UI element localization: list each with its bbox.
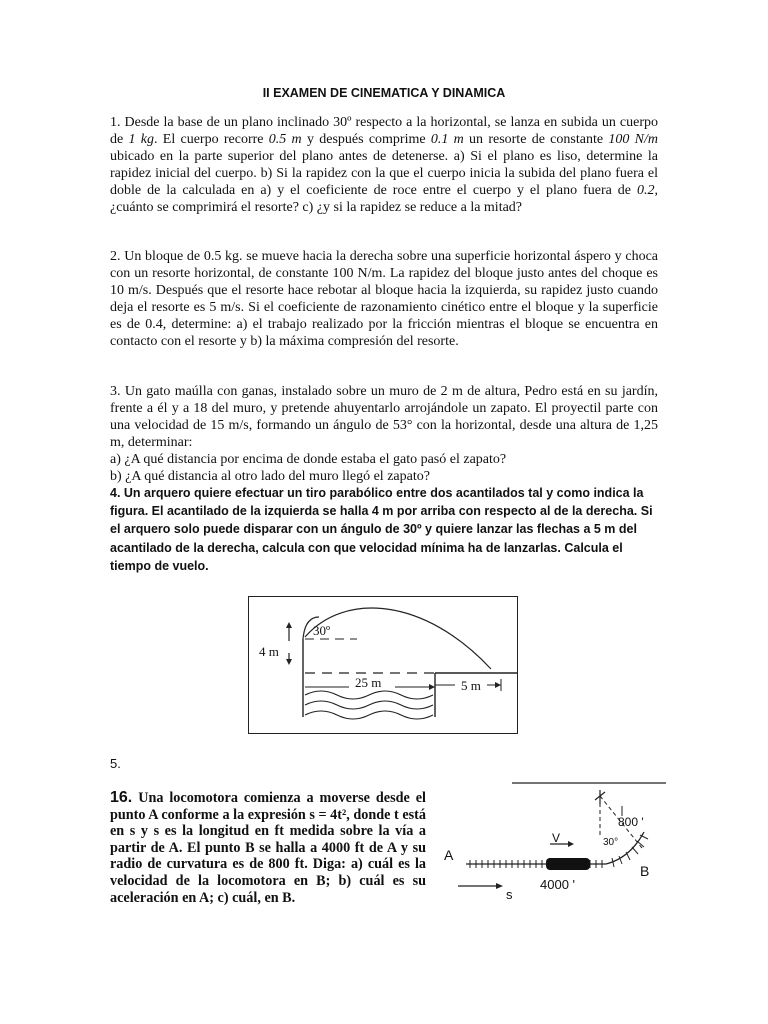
problem-3-a: a) ¿A qué distancia por encima de donde estaba el gato pasó el zapato? — [110, 452, 507, 468]
problem-1: 1. Desde la base de un plano inclinado 30º respecto a la horizontal, se lanza en subida un cuerpo de 1 kg. El cuerpo recorre 0.5 m y después comprime 0.1 m un resorte de constante 100 N/m ubicado en la parte superior del plano antes de detenerse. a) Si el plano es liso, determine la rapidez inicial del cuerpo. b) Si la rapidez con la que el cuerpo inicia la subida del plano fuera el doble de la calculada en a) y el coeficiente de roce entre el cuerpo y el plano fuera de 0.2, ¿cuánto se comprimirá el resorte? c) ¿y si la rapidez se reduce a la mitad? — [110, 115, 658, 216]
angle-label: 30º — [313, 623, 331, 638]
exam-title: II EXAMEN DE CINEMATICA Y DINAMICA — [262, 86, 506, 100]
point-a-label: A — [444, 847, 454, 863]
distance-label: 4000 ' — [540, 877, 576, 892]
height-label: 4 m — [259, 644, 279, 659]
cliff-diagram — [249, 597, 517, 733]
radius-label: 800 ' — [618, 815, 644, 829]
velocity-label: V — [552, 831, 561, 845]
target-label: 5 m — [461, 678, 481, 693]
problem-4: 4. Un arquero quiere efectuar un tiro parabólico entre dos acantilados tal y como indica la figura. El acantilado de la izquierda se halla 4 m por arriba con respecto al de la derecha. Si el arquero solo puede disparar con un ángulo de 30º y quiere lanzar las flechas a 5 m del acantilado de la derecha, calcula con que velocidad mínima ha de lanzarlas. Calcula el tiempo de vuelo. — [110, 486, 653, 573]
cliff-figure — [248, 596, 518, 734]
s-label: s — [506, 887, 513, 902]
problem-3: 3. Un gato maúlla con ganas, instalado sobre un muro de 2 m de altura, Pedro está en su jardín, frente a él y a 18 del muro, y pretende ahuyentarlo arrojándole un zapato. El proyectil parte con una velocidad de 15 m/s, formando un ángulo de 53° con la horizontal, desde una altura de 1,25 m, determinar: a) ¿A qué distancia por encima de donde estaba el gato pasó el zapato? b) ¿A qué distancia al otro lado del muro llegó el zapato? — [110, 384, 658, 485]
problem-3-b: b) ¿A qué distancia al otro lado del muro llegó el zapato? — [110, 469, 430, 485]
problem-5-text: 16. Una locomotora comienza a moverse desde el punto A conforme a la expresión s = 4t², donde t está en s y s es la longitud en ft medida sobre la vía a partir de A. El punto B se halla a 4000 ft de A y su radio de curvatura es de 800 ft. Diga: a) cuál es la velocidad de la locomotora en B; b) cuál es su aceleración en A; c) cuál, en B. — [110, 789, 426, 906]
locomotive-figure — [440, 776, 672, 912]
angle-label: 30° — [603, 837, 619, 848]
gap-label: 25 m — [355, 675, 382, 690]
point-b-label: B — [640, 863, 650, 879]
problem-5-number: 5. — [110, 756, 121, 771]
problem-2: 2. Un bloque de 0.5 kg. se mueve hacia la derecha sobre una superficie horizontal áspero y choca con un resorte horizontal, de constante 100 N/m. La rapidez del bloque justo antes del choque es 10 m/s. Después que el resorte hace rebotar al bloque hacia la izquierda, su rapidez justo cuando deja el resorte es 5 m/s. Si el coeficiente de razonamiento cinético entre el bloque y la superficie es de 0.4, determine: a) el trabajo realizado por la fricción mientras el bloque se encuentra en contacto con el resorte y b) la máxima compresión del resorte. — [110, 249, 658, 350]
